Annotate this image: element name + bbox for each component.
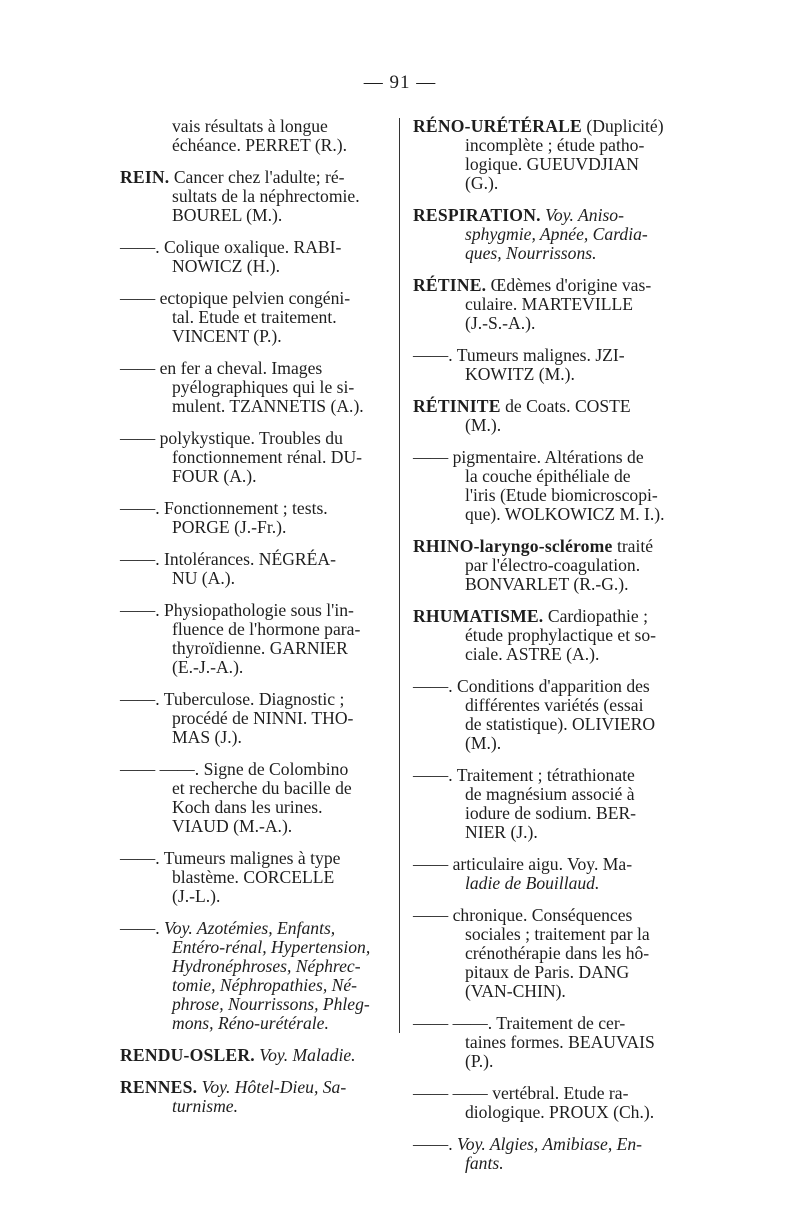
- entry-line: (J.-L.).: [172, 886, 221, 906]
- entry-line: la couche épithéliale de: [465, 466, 631, 486]
- entry-line: vais résultats à longue: [172, 116, 328, 136]
- entry-line: Traitement ; tétrathionate: [456, 765, 635, 785]
- entry-line: Tumeurs malignes. JZI-: [456, 345, 625, 365]
- entry-line: Signe de Colombino: [203, 759, 349, 779]
- entry-line: Voy. Azotémies, Enfants,: [164, 918, 336, 938]
- index-entry-rein: [120, 168, 392, 225]
- entry-line: ectopique pelvien congéni-: [159, 288, 351, 308]
- index-entry-rhumatisme: [413, 607, 678, 664]
- index-entry-retine: [413, 276, 678, 333]
- entry-line: et recherche du bacille de: [172, 778, 352, 798]
- entry-line: sphygmie, Apnée, Cardia-: [465, 224, 648, 244]
- entry-line: Voy. Hôtel-Dieu, Sa-: [201, 1077, 347, 1097]
- headword: RÉTINITE: [413, 396, 501, 416]
- dash-marker: ——.: [120, 498, 160, 518]
- entry-line: Tumeurs malignes à type: [163, 848, 341, 868]
- dash-marker: —— ——.: [413, 1013, 493, 1033]
- entry-line: l'iris (Etude biomicroscopi-: [465, 485, 658, 505]
- entry-line: logique. GUEUVDJIAN: [465, 154, 639, 174]
- sub-entry: [120, 289, 392, 346]
- entry-line: Hydronéphroses, Néphrec-: [172, 956, 361, 976]
- entry-line: sultats de la néphrectomie.: [172, 186, 360, 206]
- entry-line: PORGE (J.-Fr.).: [172, 517, 287, 537]
- entry-line: chronique. Conséquences: [452, 905, 633, 925]
- sub-entry: [120, 238, 392, 276]
- dash-marker: ——: [120, 428, 156, 448]
- entry-line: procédé de NINNI. THO-: [172, 708, 354, 728]
- column-divider: [399, 118, 400, 1033]
- headword: REIN.: [120, 167, 170, 187]
- entry-line: diologique. PROUX (Ch.).: [465, 1102, 655, 1122]
- headword: RESPIRATION.: [413, 205, 541, 225]
- entry-line: pitaux de Paris. DANG: [465, 962, 630, 982]
- entry-line: ciale. ASTRE (A.).: [465, 644, 600, 664]
- sub-entry: [120, 601, 392, 677]
- entry-line: VIAUD (M.-A.).: [172, 816, 293, 836]
- headword: RENDU-OSLER.: [120, 1045, 255, 1065]
- entry-line: Voy. Maladie.: [259, 1045, 356, 1065]
- sub-entry: [120, 429, 392, 486]
- entry-line: polykystique. Troubles du: [159, 428, 343, 448]
- entry-line: Cancer chez l'adulte; ré-: [173, 167, 345, 187]
- entry-line: que). WOLKOWICZ M. I.).: [465, 504, 665, 524]
- entry-line: Koch dans les urines.: [172, 797, 323, 817]
- dash-marker: ——.: [413, 765, 453, 785]
- index-entry-retinite: [413, 397, 678, 435]
- sub-entry: [120, 359, 392, 416]
- dash-marker: ——.: [120, 549, 160, 569]
- entry-line: thyroïdienne. GARNIER: [172, 638, 348, 658]
- sub-entry: [413, 448, 678, 524]
- index-entry-rendu-osler: [120, 1046, 392, 1065]
- entry-line: mons, Réno-urétérale.: [172, 1013, 329, 1033]
- dash-marker: ——.: [120, 689, 160, 709]
- sub-entry: [120, 919, 392, 1033]
- entry-line: pigmentaire. Altérations de: [452, 447, 644, 467]
- entry-line: articulaire aigu. Voy. Ma-: [452, 854, 633, 874]
- sub-entry: [413, 1014, 678, 1071]
- sub-entry: [120, 499, 392, 537]
- entry-line: Intolérances. NÉGRÉA-: [164, 549, 336, 569]
- entry-line: fluence de l'hormone para-: [172, 619, 361, 639]
- entry-line: tomie, Néphropathies, Né-: [172, 975, 358, 995]
- entry-line: différentes variétés (essai: [465, 695, 644, 715]
- entry-line: KOWITZ (M.).: [465, 364, 575, 384]
- dash-marker: —— ——: [413, 1083, 488, 1103]
- dash-marker: ——.: [413, 345, 453, 365]
- dash-marker: —— ——.: [120, 759, 200, 779]
- entry-line: taines formes. BEAUVAIS: [465, 1032, 655, 1052]
- dash-marker: ——.: [413, 1134, 453, 1154]
- entry-line: vertébral. Etude ra-: [492, 1083, 629, 1103]
- index-entry-respiration: [413, 206, 678, 263]
- entry-line: fants.: [465, 1153, 504, 1173]
- headword: RHUMATISME.: [413, 606, 544, 626]
- index-entry-rhino: [413, 537, 678, 594]
- dash-marker: ——.: [120, 600, 160, 620]
- entry-line: Traitement de cer-: [496, 1013, 626, 1033]
- entry-line: (Duplicité): [586, 116, 664, 136]
- sub-entry: [120, 849, 392, 906]
- entry-line: Conditions d'apparition des: [457, 676, 650, 696]
- entry-line: (G.).: [465, 173, 499, 193]
- sub-entry: [413, 346, 678, 384]
- entry-line: phrose, Nourrissons, Phleg-: [172, 994, 370, 1014]
- sub-entry: [413, 677, 678, 753]
- entry-line: de magnésium associé à: [465, 784, 635, 804]
- entry-line: ques, Nourrissons.: [465, 243, 597, 263]
- entry-line: NOWICZ (H.).: [172, 256, 280, 276]
- dash-marker: ——.: [120, 237, 160, 257]
- sub-entry: [120, 760, 392, 836]
- sub-entry: [413, 766, 678, 842]
- index-entry-reno-ureterale: [413, 117, 678, 193]
- headword: RÉNO-URÉTÉRALE: [413, 116, 582, 136]
- entry-line: NU (A.).: [172, 568, 236, 588]
- entry-line: crénothérapie dans les hô-: [465, 943, 650, 963]
- sub-entry: [413, 855, 678, 893]
- entry-line: Œdèmes d'origine vas-: [490, 275, 652, 295]
- left-column: [120, 117, 392, 1129]
- entry-line: incomplète ; étude patho-: [465, 135, 645, 155]
- sub-entry: [120, 690, 392, 747]
- headword: RENNES.: [120, 1077, 198, 1097]
- entry-line: (M.).: [465, 415, 502, 435]
- headword: RHINO-laryngo-sclérome: [413, 536, 613, 556]
- dash-marker: ——: [413, 854, 449, 874]
- entry-line: pyélographiques qui le si-: [172, 377, 355, 397]
- entry-line: tal. Etude et traitement.: [172, 307, 337, 327]
- entry-line: VINCENT (P.).: [172, 326, 282, 346]
- dash-marker: ——: [413, 447, 449, 467]
- entry-line: (M.).: [465, 733, 502, 753]
- entry-line: traité: [616, 536, 654, 556]
- entry-line: MAS (J.).: [172, 727, 242, 747]
- headword: RÉTINE.: [413, 275, 487, 295]
- sub-entry: [413, 906, 678, 1001]
- entry-line: (J.-S.-A.).: [465, 313, 536, 333]
- entry-line: Cardiopathie ;: [547, 606, 648, 626]
- entry-line: NIER (J.).: [465, 822, 538, 842]
- entry-line: Voy. Aniso-: [545, 205, 624, 225]
- dash-marker: ——.: [120, 848, 160, 868]
- entry-line: (VAN-CHIN).: [465, 981, 566, 1001]
- dash-marker: ——: [120, 358, 156, 378]
- entry-line: Physiopathologie sous l'in-: [164, 600, 354, 620]
- dash-marker: ——.: [413, 676, 453, 696]
- sub-entry: [413, 1135, 678, 1173]
- entry-line: BONVARLET (R.-G.).: [465, 574, 629, 594]
- entry-line: fonctionnement rénal. DU-: [172, 447, 363, 467]
- entry-line: Fonctionnement ; tests.: [164, 498, 328, 518]
- sub-entry: [120, 550, 392, 588]
- entry-line: mulent. TZANNETIS (A.).: [172, 396, 364, 416]
- dash-marker: ——: [413, 905, 449, 925]
- entry-line: ladie de Bouillaud.: [465, 873, 600, 893]
- entry-line: turnisme.: [172, 1096, 238, 1116]
- entry-line: iodure de sodium. BER-: [465, 803, 637, 823]
- index-entry-rennes: [120, 1078, 392, 1116]
- entry-line: en fer a cheval. Images: [159, 358, 323, 378]
- entry-line: par l'électro-coagulation.: [465, 555, 641, 575]
- sub-entry: [413, 1084, 678, 1122]
- index-entry-continued: [120, 117, 392, 155]
- entry-line: (E.-J.-A.).: [172, 657, 244, 677]
- entry-line: échéance. PERRET (R.).: [172, 135, 348, 155]
- dash-marker: ——: [120, 288, 156, 308]
- entry-line: Voy. Algies, Amibiase, En-: [457, 1134, 643, 1154]
- entry-line: Tuberculose. Diagnostic ;: [163, 689, 345, 709]
- page-number: — 91 —: [363, 72, 437, 93]
- entry-line: (P.).: [465, 1051, 494, 1071]
- entry-line: de statistique). OLIVIERO: [465, 714, 656, 734]
- entry-line: de Coats. COSTE: [505, 396, 631, 416]
- entry-line: Colique oxalique. RABI-: [164, 237, 342, 257]
- entry-line: culaire. MARTEVILLE: [465, 294, 633, 314]
- dash-marker: ——.: [120, 918, 160, 938]
- right-column: [413, 117, 678, 1186]
- entry-line: sociales ; traitement par la: [465, 924, 650, 944]
- entry-line: étude prophylactique et so-: [465, 625, 657, 645]
- entry-line: BOUREL (M.).: [172, 205, 283, 225]
- entry-line: FOUR (A.).: [172, 466, 257, 486]
- entry-line: Entéro-rénal, Hypertension,: [172, 937, 371, 957]
- entry-line: blastème. CORCELLE: [172, 867, 335, 887]
